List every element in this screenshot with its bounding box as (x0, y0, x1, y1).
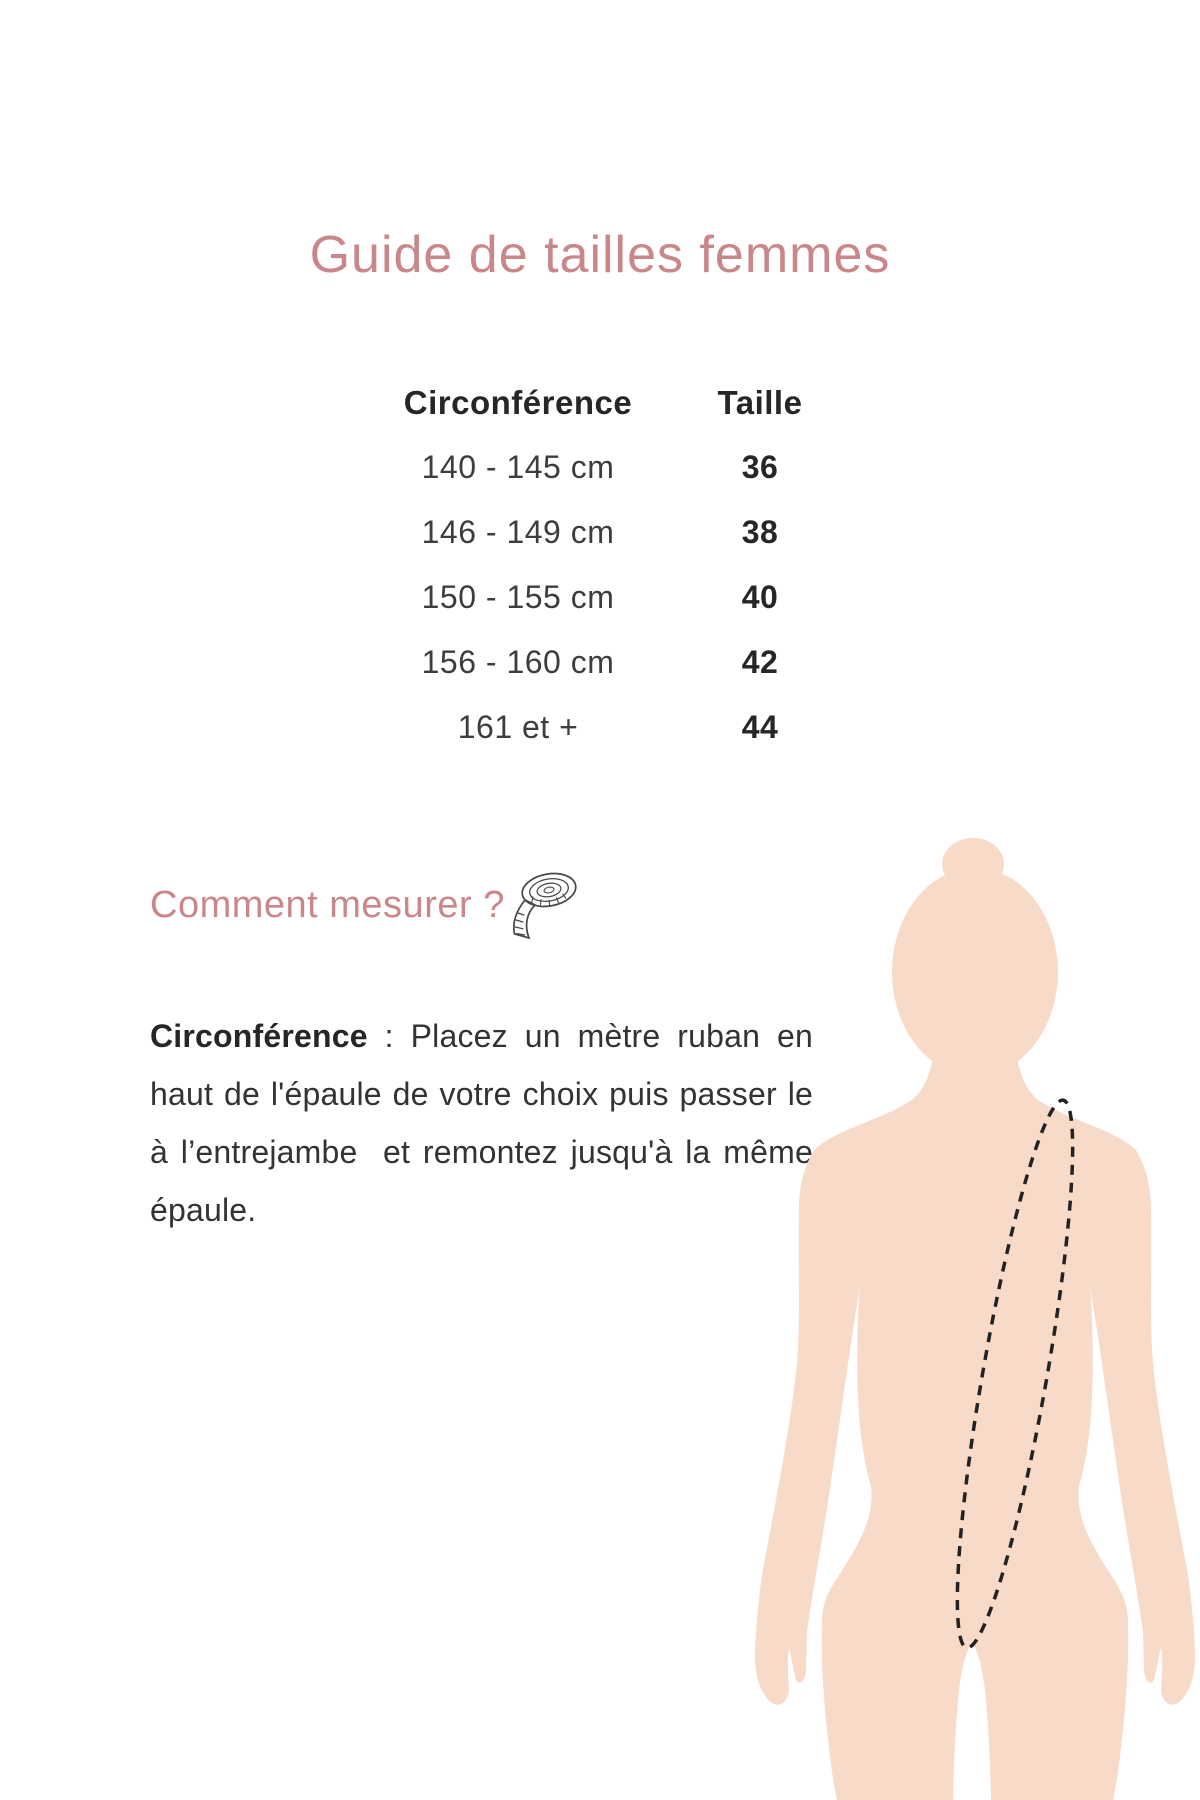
circumference-value: 140 - 145 cm (421, 449, 615, 485)
size-value: 44 (741, 709, 779, 745)
body-shape (755, 1030, 1195, 1800)
how-to-measure-heading: Comment mesurer ? (150, 884, 505, 926)
size-table-header (383, 370, 835, 435)
woman-silhouette-illustration (660, 830, 1200, 1800)
size-value: 36 (741, 449, 779, 485)
size-value: 42 (741, 644, 779, 680)
circumference-value: 146 - 149 cm (421, 514, 615, 550)
size-value: 40 (741, 579, 779, 615)
table-row (383, 695, 835, 760)
size-table (383, 370, 835, 760)
size-value: 38 (741, 514, 779, 550)
circumference-value: 161 et + (457, 709, 579, 745)
table-row (383, 435, 835, 500)
instructions-body: : Placez un mètre ruban en haut de l'épaule de votre choix puis passer le à l’entrejambe et remontez jusqu'à la même épaule. (150, 1018, 813, 1228)
page-title: Guide de tailles femmes (309, 225, 891, 284)
table-row (383, 500, 835, 565)
circumference-value: 156 - 160 cm (421, 644, 615, 680)
column-header-size: Taille (717, 383, 803, 421)
table-row (383, 630, 835, 695)
table-row (383, 565, 835, 630)
measuring-tape-icon (504, 864, 584, 948)
instructions-lead: Circonférence (150, 1018, 368, 1054)
column-header-circumference: Circonférence (403, 383, 633, 421)
circumference-value: 150 - 155 cm (421, 579, 615, 615)
